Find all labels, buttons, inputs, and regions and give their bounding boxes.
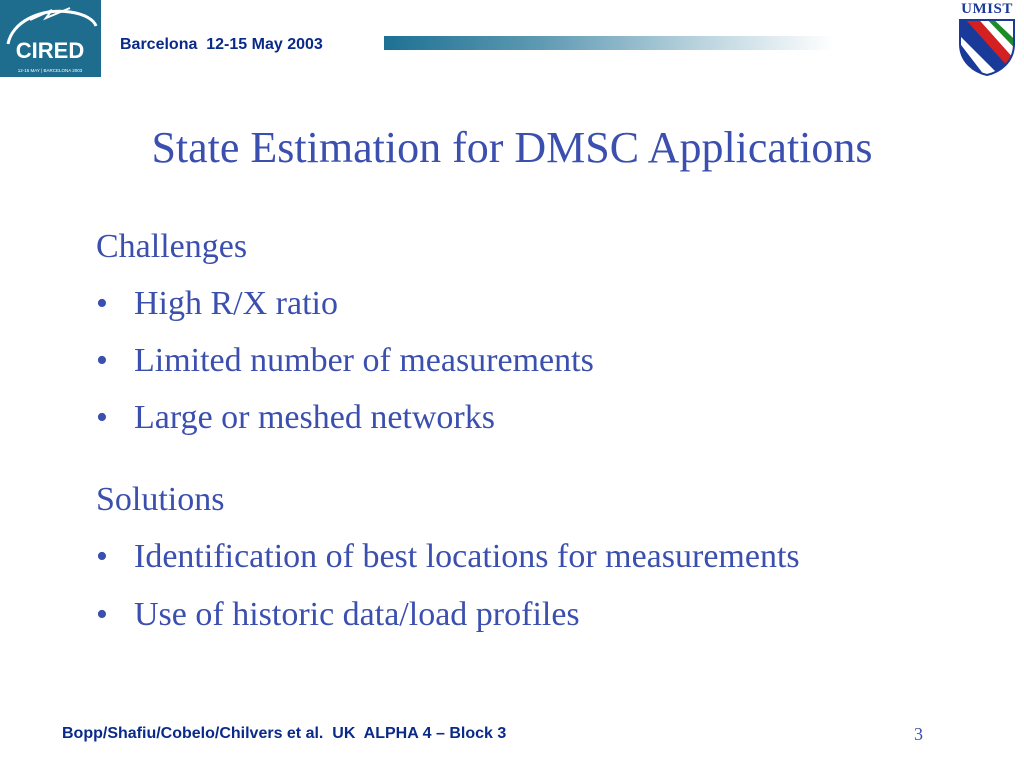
bullet-text: Identification of best locations for measurements (134, 538, 800, 575)
cired-logo-subtext: 12-15 MAY | BARCELONA 2003 (17, 68, 83, 73)
bullet-text: High R/X ratio (134, 285, 338, 322)
umist-logo (950, 0, 1024, 80)
challenge-item-large-meshed-networks (96, 399, 495, 437)
page-number: 3 (914, 724, 923, 744)
bullet-icon: • (96, 596, 108, 633)
challenges-heading: Challenges (96, 228, 248, 265)
solution-item-historic-data (96, 596, 580, 634)
challenge-item-limited-measurements (96, 342, 594, 380)
bullet-text: Limited number of measurements (134, 342, 594, 379)
header-gradient-bar (384, 36, 834, 50)
bullet-icon: • (96, 342, 108, 379)
bullet-icon: • (96, 399, 108, 436)
bullet-icon: • (96, 538, 108, 575)
bullet-text: Large or meshed networks (134, 399, 495, 436)
slide-title: State Estimation for DMSC Applications (151, 123, 873, 172)
umist-shield-icon (958, 18, 1016, 76)
solution-item-best-locations (96, 538, 800, 576)
cired-logo (0, 0, 101, 77)
solutions-heading: Solutions (96, 481, 225, 518)
cired-logo-text: CIRED (15, 38, 85, 63)
challenge-item-high-rx-ratio (96, 285, 338, 323)
header-date-location: Barcelona 12-15 May 2003 (120, 36, 323, 53)
umist-logo-text: UMIST (961, 1, 1013, 17)
bullet-icon: • (96, 285, 108, 322)
bullet-text: Use of historic data/load profiles (134, 596, 580, 633)
footer-credit: Bopp/Shafiu/Cobelo/Chilvers et al. UK ALPHA 4 – Block 3 (62, 725, 507, 742)
